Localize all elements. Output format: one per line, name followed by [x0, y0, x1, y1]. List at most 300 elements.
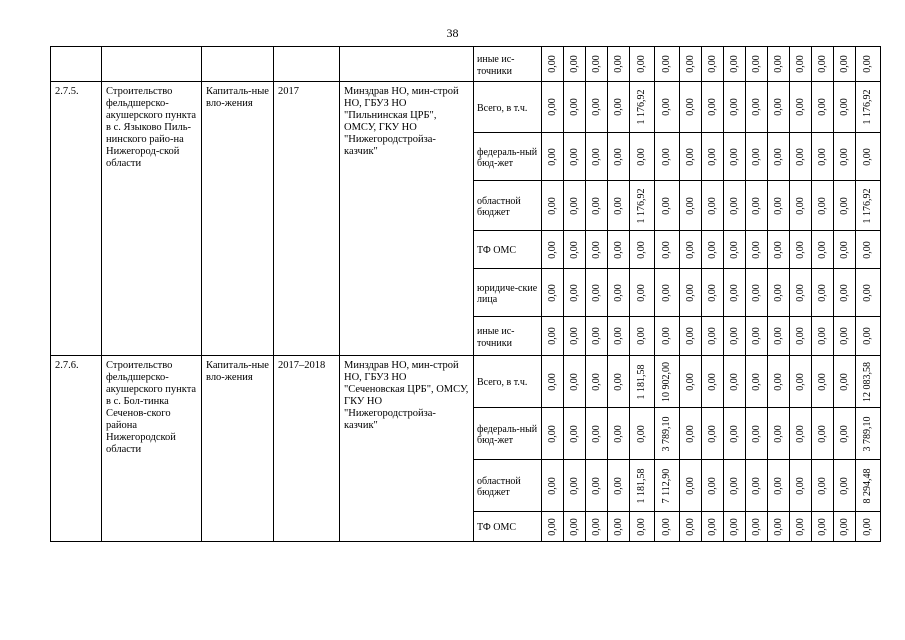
value-text: 0,00 — [816, 147, 828, 166]
value-text: 0,00 — [706, 372, 718, 391]
value-text: 0,00 — [816, 55, 828, 73]
empty-cell — [102, 47, 202, 82]
value-text: 0,00 — [772, 240, 784, 259]
value-cell — [542, 82, 564, 133]
value-cell — [680, 356, 702, 408]
value-cell — [834, 408, 856, 460]
value-text: 0,00 — [816, 372, 828, 391]
value-cell — [768, 181, 790, 231]
investment-type: Капиталь-ные вло-жения — [202, 82, 274, 356]
value-text: 0,00 — [684, 196, 696, 215]
value-cell — [812, 133, 834, 181]
value-text: 0,00 — [772, 327, 784, 345]
value-cell — [702, 356, 724, 408]
value-cell — [812, 317, 834, 356]
source-cell: Всего, в т.ч. — [474, 82, 542, 133]
value-text: 0,00 — [590, 147, 602, 166]
value-cell — [564, 356, 586, 408]
value-cell — [564, 269, 586, 317]
value-cell — [702, 231, 724, 269]
value-cell — [768, 460, 790, 512]
value-text: 0,00 — [568, 517, 580, 536]
value-cell — [790, 231, 812, 269]
value-cell — [790, 133, 812, 181]
value-cell — [812, 181, 834, 231]
value-text: 0,00 — [612, 98, 624, 116]
value-cell — [746, 512, 768, 542]
value-text: 0,00 — [862, 283, 873, 302]
value-text: 0,00 — [750, 240, 762, 259]
value-cell — [724, 82, 746, 133]
value-cell — [680, 269, 702, 317]
value-text: 0,00 — [590, 196, 602, 215]
value-cell — [790, 269, 812, 317]
value-cell — [542, 133, 564, 181]
value-text: 0,00 — [568, 196, 580, 215]
value-cell — [542, 181, 564, 231]
value-cell — [586, 231, 608, 269]
value-text: 0,00 — [661, 98, 672, 116]
value-text: 0,00 — [590, 327, 602, 345]
value-text: 0,00 — [568, 55, 580, 73]
value-text: 0,00 — [706, 98, 718, 116]
value-text: 0,00 — [706, 327, 718, 345]
value-cell — [586, 133, 608, 181]
value-text: 0,00 — [772, 55, 784, 73]
value-cell — [702, 460, 724, 512]
value-cell — [746, 231, 768, 269]
value-text: 0,00 — [772, 476, 784, 495]
value-text: 0,00 — [568, 372, 580, 391]
value-text: 0,00 — [612, 327, 624, 345]
value-cell — [768, 269, 790, 317]
value-text: 0,00 — [590, 55, 602, 73]
value-cell — [655, 231, 680, 269]
value-text: 0,00 — [546, 327, 558, 345]
value-cell — [630, 317, 655, 356]
value-cell — [542, 512, 564, 542]
source-cell: областной бюджет — [474, 460, 542, 512]
value-text: 0,00 — [816, 517, 828, 536]
value-text: 0,00 — [794, 98, 806, 116]
value-cell — [680, 512, 702, 542]
value-text: 0,00 — [772, 147, 784, 166]
value-cell — [564, 181, 586, 231]
value-cell — [856, 231, 881, 269]
value-cell — [856, 181, 881, 231]
value-cell — [834, 231, 856, 269]
value-cell — [724, 317, 746, 356]
value-text: 0,00 — [862, 240, 873, 259]
value-cell — [724, 133, 746, 181]
value-text: 7 112,90 — [661, 468, 672, 503]
source-cell: Всего, в т.ч. — [474, 356, 542, 408]
value-text: 0,00 — [568, 147, 580, 166]
value-cell — [655, 133, 680, 181]
value-text: 0,00 — [794, 517, 806, 536]
value-text: 0,00 — [816, 283, 828, 302]
value-cell — [680, 181, 702, 231]
value-text: 0,00 — [546, 517, 558, 536]
value-cell — [834, 269, 856, 317]
value-text: 0,00 — [750, 55, 762, 73]
value-text: 0,00 — [590, 476, 602, 495]
project-executor: Минздрав НО, мин-строй НО, ГБУЗ НО "Сеченовская ЦРБ", ОМСУ, ГКУ НО "Нижегородстройза-казчик" — [340, 356, 474, 542]
value-cell — [768, 231, 790, 269]
value-text: 0,00 — [706, 196, 718, 215]
value-text: 0,00 — [546, 55, 558, 73]
value-text: 0,00 — [612, 240, 624, 259]
source-cell: ТФ ОМС — [474, 512, 542, 542]
value-text: 0,00 — [728, 424, 740, 443]
value-text: 0,00 — [568, 283, 580, 302]
value-text: 0,00 — [838, 147, 850, 166]
value-text: 0,00 — [706, 147, 718, 166]
value-cell — [630, 408, 655, 460]
value-cell — [680, 47, 702, 82]
value-cell — [542, 317, 564, 356]
value-text: 0,00 — [772, 424, 784, 443]
value-cell — [856, 269, 881, 317]
value-text: 0,00 — [862, 55, 873, 73]
value-text: 0,00 — [838, 98, 850, 116]
value-text: 0,00 — [568, 476, 580, 495]
value-text: 3 789,10 — [661, 416, 672, 451]
value-cell — [724, 181, 746, 231]
value-cell — [746, 181, 768, 231]
value-text: 0,00 — [772, 196, 784, 215]
project-years: 2017–2018 — [274, 356, 340, 542]
value-text: 0,00 — [794, 424, 806, 443]
empty-cell — [51, 47, 102, 82]
value-cell — [856, 460, 881, 512]
value-cell — [746, 269, 768, 317]
value-cell — [542, 460, 564, 512]
value-text: 0,00 — [838, 55, 850, 73]
value-text: 0,00 — [546, 283, 558, 302]
value-cell — [542, 408, 564, 460]
value-cell — [680, 460, 702, 512]
value-text: 0,00 — [546, 476, 558, 495]
value-text: 0,00 — [706, 424, 718, 443]
value-text: 0,00 — [661, 55, 672, 73]
value-text: 0,00 — [590, 98, 602, 116]
value-cell — [746, 317, 768, 356]
value-cell — [746, 356, 768, 408]
value-text: 0,00 — [838, 283, 850, 302]
value-text: 0,00 — [568, 327, 580, 345]
value-cell — [608, 356, 630, 408]
value-text: 0,00 — [568, 240, 580, 259]
value-text: 0,00 — [661, 240, 672, 259]
value-text: 0,00 — [728, 147, 740, 166]
value-cell — [680, 231, 702, 269]
value-text: 0,00 — [661, 196, 672, 215]
value-cell — [790, 356, 812, 408]
value-text: 0,00 — [750, 196, 762, 215]
value-text: 10 902,00 — [661, 361, 672, 402]
value-cell — [680, 82, 702, 133]
value-cell — [724, 269, 746, 317]
value-text: 1 176,92 — [636, 89, 647, 125]
investment-type: Капиталь-ные вло-жения — [202, 356, 274, 542]
value-text: 0,00 — [728, 476, 740, 495]
value-cell — [856, 82, 881, 133]
value-cell — [746, 133, 768, 181]
value-cell — [834, 47, 856, 82]
value-cell — [680, 408, 702, 460]
value-cell — [812, 460, 834, 512]
value-cell — [812, 47, 834, 82]
value-cell — [856, 408, 881, 460]
value-text: 0,00 — [706, 55, 718, 73]
value-cell — [746, 408, 768, 460]
value-cell — [856, 356, 881, 408]
value-cell — [746, 82, 768, 133]
value-cell — [702, 133, 724, 181]
value-text: 1 176,92 — [636, 188, 647, 223]
value-text: 1 176,92 — [862, 89, 873, 125]
value-cell — [856, 317, 881, 356]
value-cell — [608, 408, 630, 460]
value-text: 0,00 — [862, 517, 873, 536]
value-cell — [586, 317, 608, 356]
value-cell — [542, 356, 564, 408]
value-cell — [542, 231, 564, 269]
value-cell — [564, 408, 586, 460]
value-cell — [812, 82, 834, 133]
value-text: 0,00 — [706, 240, 718, 259]
source-cell: федераль-ный бюд-жет — [474, 133, 542, 181]
value-text: 0,00 — [794, 55, 806, 73]
value-cell — [834, 133, 856, 181]
value-cell — [655, 181, 680, 231]
value-cell — [608, 133, 630, 181]
value-cell — [564, 231, 586, 269]
value-text: 0,00 — [772, 517, 784, 536]
value-text: 0,00 — [794, 327, 806, 345]
value-text: 0,00 — [794, 283, 806, 302]
budget-table — [50, 46, 881, 542]
value-text: 0,00 — [684, 98, 696, 116]
value-cell — [790, 408, 812, 460]
value-text: 0,00 — [838, 196, 850, 215]
value-text: 0,00 — [568, 98, 580, 116]
source-cell: иные ис-точники — [474, 47, 542, 82]
value-cell — [768, 317, 790, 356]
value-text: 0,00 — [636, 327, 647, 345]
value-cell — [790, 47, 812, 82]
value-cell — [812, 408, 834, 460]
value-cell — [856, 47, 881, 82]
value-cell — [702, 269, 724, 317]
value-text: 0,00 — [750, 372, 762, 391]
value-text: 0,00 — [728, 55, 740, 73]
value-text: 0,00 — [838, 424, 850, 443]
value-cell — [702, 317, 724, 356]
value-text: 0,00 — [546, 424, 558, 443]
value-text: 0,00 — [684, 240, 696, 259]
value-cell — [542, 269, 564, 317]
value-cell — [630, 269, 655, 317]
value-cell — [834, 317, 856, 356]
value-cell — [746, 47, 768, 82]
value-cell — [790, 317, 812, 356]
value-text: 12 083,58 — [862, 361, 873, 402]
source-cell: областной бюджет — [474, 181, 542, 231]
value-cell — [812, 269, 834, 317]
value-text: 0,00 — [684, 476, 696, 495]
value-cell — [702, 82, 724, 133]
value-cell — [790, 82, 812, 133]
value-cell — [655, 460, 680, 512]
value-cell — [630, 47, 655, 82]
value-text: 0,00 — [684, 372, 696, 391]
value-cell — [630, 231, 655, 269]
value-cell — [655, 356, 680, 408]
value-text: 0,00 — [838, 240, 850, 259]
value-cell — [680, 317, 702, 356]
value-cell — [564, 512, 586, 542]
value-text: 0,00 — [750, 476, 762, 495]
value-text: 0,00 — [794, 476, 806, 495]
value-text: 0,00 — [590, 240, 602, 259]
value-cell — [768, 356, 790, 408]
value-text: 0,00 — [750, 283, 762, 302]
value-text: 0,00 — [862, 327, 873, 345]
value-cell — [856, 133, 881, 181]
value-cell — [655, 47, 680, 82]
value-text: 0,00 — [684, 55, 696, 73]
value-text: 0,00 — [750, 98, 762, 116]
value-cell — [655, 408, 680, 460]
value-text: 0,00 — [728, 327, 740, 345]
value-cell — [856, 512, 881, 542]
value-text: 3 789,10 — [862, 416, 873, 451]
value-text: 0,00 — [794, 196, 806, 215]
value-text: 0,00 — [728, 98, 740, 116]
value-text: 0,00 — [546, 147, 558, 166]
value-text: 0,00 — [612, 196, 624, 215]
value-cell — [834, 181, 856, 231]
value-text: 0,00 — [684, 283, 696, 302]
project-years: 2017 — [274, 82, 340, 356]
value-text: 0,00 — [750, 424, 762, 443]
value-text: 0,00 — [612, 517, 624, 536]
value-cell — [834, 512, 856, 542]
value-cell — [564, 82, 586, 133]
value-cell — [724, 460, 746, 512]
value-text: 0,00 — [794, 372, 806, 391]
value-text: 0,00 — [728, 240, 740, 259]
value-text: 0,00 — [794, 147, 806, 166]
value-cell — [586, 460, 608, 512]
value-text: 0,00 — [772, 372, 784, 391]
value-cell — [724, 356, 746, 408]
table-row — [51, 82, 881, 133]
value-text: 0,00 — [728, 372, 740, 391]
project-number: 2.7.5. — [51, 82, 102, 356]
value-text: 0,00 — [816, 327, 828, 345]
value-cell — [655, 269, 680, 317]
value-text: 0,00 — [661, 517, 672, 536]
value-text: 0,00 — [612, 424, 624, 443]
value-text: 0,00 — [750, 517, 762, 536]
value-cell — [680, 133, 702, 181]
value-cell — [542, 47, 564, 82]
value-cell — [608, 512, 630, 542]
value-text: 0,00 — [661, 147, 672, 166]
value-text: 0,00 — [568, 424, 580, 443]
value-cell — [608, 269, 630, 317]
value-text: 0,00 — [862, 147, 873, 166]
value-cell — [790, 181, 812, 231]
value-text: 1 181,58 — [636, 468, 647, 503]
value-text: 0,00 — [684, 327, 696, 345]
value-text: 0,00 — [750, 147, 762, 166]
value-text: 0,00 — [816, 424, 828, 443]
source-cell: ТФ ОМС — [474, 231, 542, 269]
value-text: 0,00 — [772, 283, 784, 302]
project-number: 2.7.6. — [51, 356, 102, 542]
value-cell — [655, 82, 680, 133]
value-text: 0,00 — [636, 55, 647, 73]
value-text: 0,00 — [661, 327, 672, 345]
value-cell — [746, 460, 768, 512]
value-text: 0,00 — [612, 283, 624, 302]
value-text: 0,00 — [612, 147, 624, 166]
project-executor: Минздрав НО, мин-строй НО, ГБУЗ НО "Пильнинская ЦРБ", ОМСУ, ГКУ НО "Нижегородстройза-казчик" — [340, 82, 474, 356]
value-cell — [630, 356, 655, 408]
value-cell — [790, 460, 812, 512]
value-text: 0,00 — [590, 424, 602, 443]
value-text: 0,00 — [546, 196, 558, 215]
value-cell — [724, 231, 746, 269]
value-text: 0,00 — [612, 372, 624, 391]
value-cell — [630, 82, 655, 133]
value-text: 0,00 — [546, 240, 558, 259]
value-cell — [768, 82, 790, 133]
value-cell — [586, 356, 608, 408]
value-text: 0,00 — [838, 327, 850, 345]
value-cell — [655, 317, 680, 356]
empty-cell — [202, 47, 274, 82]
value-cell — [608, 181, 630, 231]
value-cell — [608, 231, 630, 269]
value-text: 0,00 — [750, 327, 762, 345]
value-text: 0,00 — [636, 424, 647, 443]
value-text: 0,00 — [816, 240, 828, 259]
value-cell — [608, 82, 630, 133]
value-cell — [564, 133, 586, 181]
value-text: 0,00 — [546, 372, 558, 391]
value-cell — [768, 47, 790, 82]
value-cell — [702, 181, 724, 231]
value-cell — [812, 231, 834, 269]
empty-cell — [274, 47, 340, 82]
empty-cell — [340, 47, 474, 82]
value-text: 0,00 — [706, 517, 718, 536]
value-text: 0,00 — [728, 283, 740, 302]
value-text: 0,00 — [590, 517, 602, 536]
value-text: 0,00 — [636, 283, 647, 302]
value-text: 0,00 — [684, 424, 696, 443]
source-cell: федераль-ный бюд-жет — [474, 408, 542, 460]
value-cell — [834, 82, 856, 133]
source-cell: юридиче-ские лица — [474, 269, 542, 317]
value-cell — [834, 356, 856, 408]
value-cell — [586, 512, 608, 542]
